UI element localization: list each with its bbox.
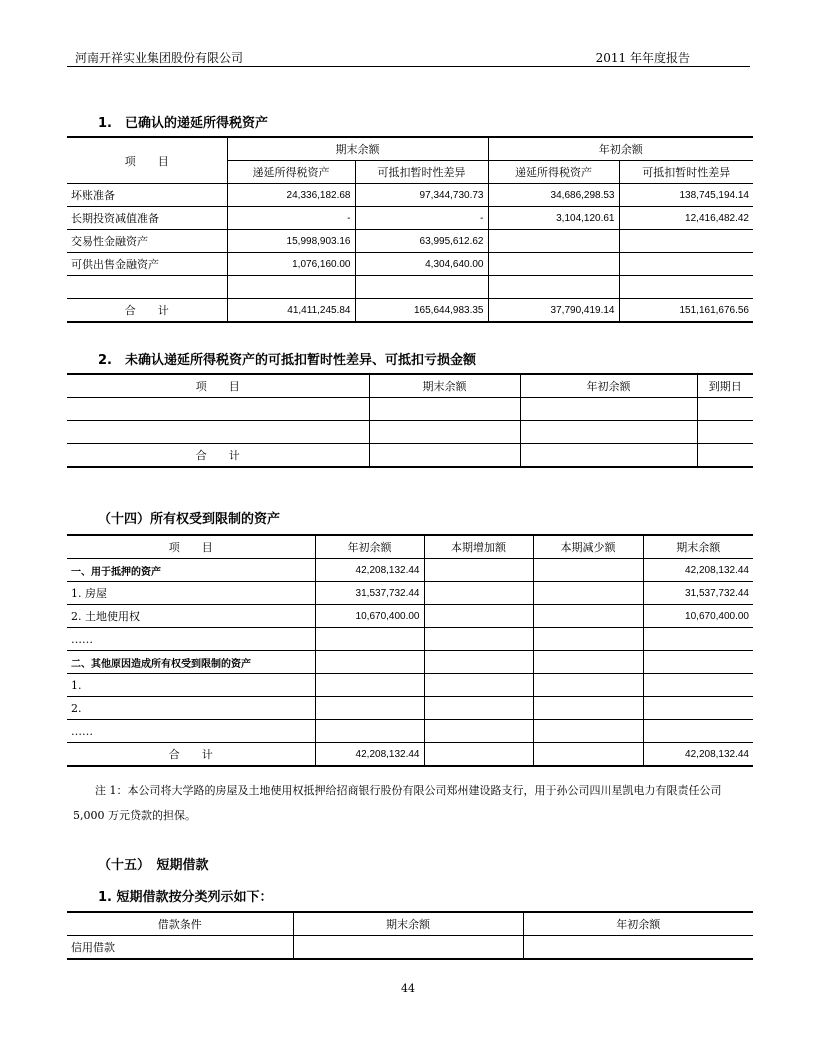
table-row bbox=[67, 398, 753, 421]
total-label: 合 计 bbox=[67, 299, 227, 323]
cell-value bbox=[488, 276, 619, 299]
table-row bbox=[67, 207, 753, 230]
unrecognized-dta-table bbox=[67, 373, 753, 468]
header-dta: 递延所得税资产 bbox=[488, 161, 619, 184]
cell-value bbox=[643, 628, 753, 651]
header-begin-balance: 年初余额 bbox=[523, 912, 753, 936]
cell-value bbox=[227, 276, 355, 299]
cell-value: 1,076,160.00 bbox=[227, 253, 355, 276]
section-14-title: （十四）所有权受到限制的资产 bbox=[98, 512, 281, 527]
cell-value: 41,411,245.84 bbox=[227, 299, 355, 323]
cell-value bbox=[424, 559, 533, 582]
total-row bbox=[67, 299, 753, 323]
cell-value bbox=[533, 582, 643, 605]
cell-value: 37,790,419.14 bbox=[488, 299, 619, 323]
cell-value bbox=[424, 651, 533, 674]
row-label: …… bbox=[67, 720, 315, 743]
table-row bbox=[67, 720, 753, 743]
table-row bbox=[67, 421, 753, 444]
table-row bbox=[67, 674, 753, 697]
cell-value: 31,537,732.44 bbox=[643, 582, 753, 605]
table-row bbox=[67, 253, 753, 276]
cell-value bbox=[533, 697, 643, 720]
cell-value bbox=[619, 253, 753, 276]
restricted-assets-note: 注 1：本公司将大学路的房屋及土地使用权抵押给招商银行股份有限公司郑州建设路支行，用于孙公司四川星凯电力有限责任公司 5,000 万元贷款的担保。 bbox=[73, 784, 722, 822]
section-1-title: 1. 已确认的递延所得税资产 bbox=[98, 116, 268, 131]
header-diff: 可抵扣暂时性差异 bbox=[619, 161, 753, 184]
row-label: …… bbox=[67, 628, 315, 651]
cell-value bbox=[315, 720, 424, 743]
cell-value: 4,304,640.00 bbox=[355, 253, 488, 276]
header-loan-condition: 借款条件 bbox=[67, 912, 293, 936]
cell-value bbox=[424, 605, 533, 628]
cell-value: 42,208,132.44 bbox=[315, 559, 424, 582]
total-row bbox=[67, 444, 753, 468]
cell-value bbox=[533, 651, 643, 674]
cell-value bbox=[643, 697, 753, 720]
cell-value: 42,208,132.44 bbox=[643, 559, 753, 582]
cell-value bbox=[424, 720, 533, 743]
cell-value: 10,670,400.00 bbox=[643, 605, 753, 628]
row-label: 交易性金融资产 bbox=[67, 230, 227, 253]
table-row bbox=[67, 276, 753, 299]
header-due-date: 到期日 bbox=[697, 374, 753, 398]
header-item: 项 目 bbox=[67, 374, 369, 398]
cell-value: 15,998,903.16 bbox=[227, 230, 355, 253]
row-label: 二、其他原因造成所有权受到限制的资产 bbox=[67, 651, 315, 674]
header-end-balance: 期末余额 bbox=[369, 374, 520, 398]
header-begin-balance: 年初余额 bbox=[488, 137, 753, 161]
row-label: 一、用于抵押的资产 bbox=[67, 559, 315, 582]
cell-value bbox=[424, 743, 533, 767]
cell-value bbox=[533, 628, 643, 651]
table-row bbox=[67, 628, 753, 651]
cell-value bbox=[643, 674, 753, 697]
cell-value: 165,644,983.35 bbox=[355, 299, 488, 323]
cell-value: 24,336,182.68 bbox=[227, 184, 355, 207]
header-end-balance: 期末余额 bbox=[227, 137, 488, 161]
cell-value bbox=[315, 674, 424, 697]
table-row bbox=[67, 582, 753, 605]
row-label: 2. 土地使用权 bbox=[67, 605, 315, 628]
row-label: 信用借款 bbox=[67, 936, 293, 960]
header-divider bbox=[67, 66, 750, 67]
section-15-subtitle: 1. 短期借款按分类列示如下： bbox=[98, 890, 273, 905]
cell-value bbox=[315, 628, 424, 651]
header-diff: 可抵扣暂时性差异 bbox=[355, 161, 488, 184]
cell-value: 10,670,400.00 bbox=[315, 605, 424, 628]
row-label: 可供出售金融资产 bbox=[67, 253, 227, 276]
cell-value: 42,208,132.44 bbox=[315, 743, 424, 767]
cell-value: 31,537,732.44 bbox=[315, 582, 424, 605]
table-row bbox=[67, 184, 753, 207]
header-begin-balance: 年初余额 bbox=[520, 374, 697, 398]
row-label: 1. 房屋 bbox=[67, 582, 315, 605]
cell-value bbox=[533, 605, 643, 628]
total-label: 合 计 bbox=[67, 444, 369, 468]
cell-value: - bbox=[355, 207, 488, 230]
cell-value bbox=[533, 743, 643, 767]
cell-value bbox=[643, 651, 753, 674]
header-item: 项 目 bbox=[67, 137, 227, 184]
company-name: 河南开祥实业集团股份有限公司 bbox=[75, 51, 244, 65]
header-item: 项 目 bbox=[67, 535, 315, 559]
cell-value bbox=[533, 674, 643, 697]
section-15-title: （十五） 短期借款 bbox=[98, 858, 209, 873]
table-row bbox=[67, 559, 753, 582]
cell-value: 42,208,132.44 bbox=[643, 743, 753, 767]
cell-value bbox=[424, 674, 533, 697]
cell-value bbox=[355, 276, 488, 299]
cell-value: 151,161,676.56 bbox=[619, 299, 753, 323]
cell-value bbox=[533, 720, 643, 743]
cell-value: 63,995,612.62 bbox=[355, 230, 488, 253]
row-label: 1. bbox=[67, 674, 315, 697]
cell-value bbox=[643, 720, 753, 743]
cell-value: 138,745,194.14 bbox=[619, 184, 753, 207]
cell-value bbox=[424, 628, 533, 651]
cell-value bbox=[424, 697, 533, 720]
table-row bbox=[67, 605, 753, 628]
cell-value: 34,686,298.53 bbox=[488, 184, 619, 207]
row-label: 坏账准备 bbox=[67, 184, 227, 207]
row-label: 长期投资减值准备 bbox=[67, 207, 227, 230]
short-term-loans-table bbox=[67, 911, 753, 960]
deferred-tax-assets-table bbox=[67, 136, 753, 323]
header-begin-balance: 年初余额 bbox=[315, 535, 424, 559]
restricted-assets-table bbox=[67, 534, 753, 767]
table-row bbox=[67, 936, 753, 960]
cell-value bbox=[619, 230, 753, 253]
header-end-balance: 期末余额 bbox=[643, 535, 753, 559]
header-end-balance: 期末余额 bbox=[293, 912, 523, 936]
cell-value bbox=[488, 253, 619, 276]
row-label bbox=[67, 276, 227, 299]
header-increase: 本期增加额 bbox=[424, 535, 533, 559]
cell-value bbox=[533, 559, 643, 582]
cell-value: 12,416,482.42 bbox=[619, 207, 753, 230]
header-decrease: 本期减少额 bbox=[533, 535, 643, 559]
cell-value bbox=[315, 697, 424, 720]
section-2-title: 2. 未确认递延所得税资产的可抵扣暂时性差异、可抵扣亏损金额 bbox=[98, 353, 476, 368]
total-row bbox=[67, 743, 753, 767]
total-label: 合 计 bbox=[67, 743, 315, 767]
cell-value bbox=[619, 276, 753, 299]
page-number: 44 bbox=[401, 982, 415, 995]
cell-value bbox=[424, 582, 533, 605]
table-row bbox=[67, 697, 753, 720]
cell-value: 3,104,120.61 bbox=[488, 207, 619, 230]
table-row bbox=[67, 230, 753, 253]
cell-value bbox=[315, 651, 424, 674]
report-title: 2011 年年度报告 bbox=[595, 51, 690, 65]
header-dta: 递延所得税资产 bbox=[227, 161, 355, 184]
cell-value: 97,344,730.73 bbox=[355, 184, 488, 207]
row-label: 2. bbox=[67, 697, 315, 720]
cell-value: - bbox=[227, 207, 355, 230]
table-row bbox=[67, 651, 753, 674]
cell-value bbox=[488, 230, 619, 253]
